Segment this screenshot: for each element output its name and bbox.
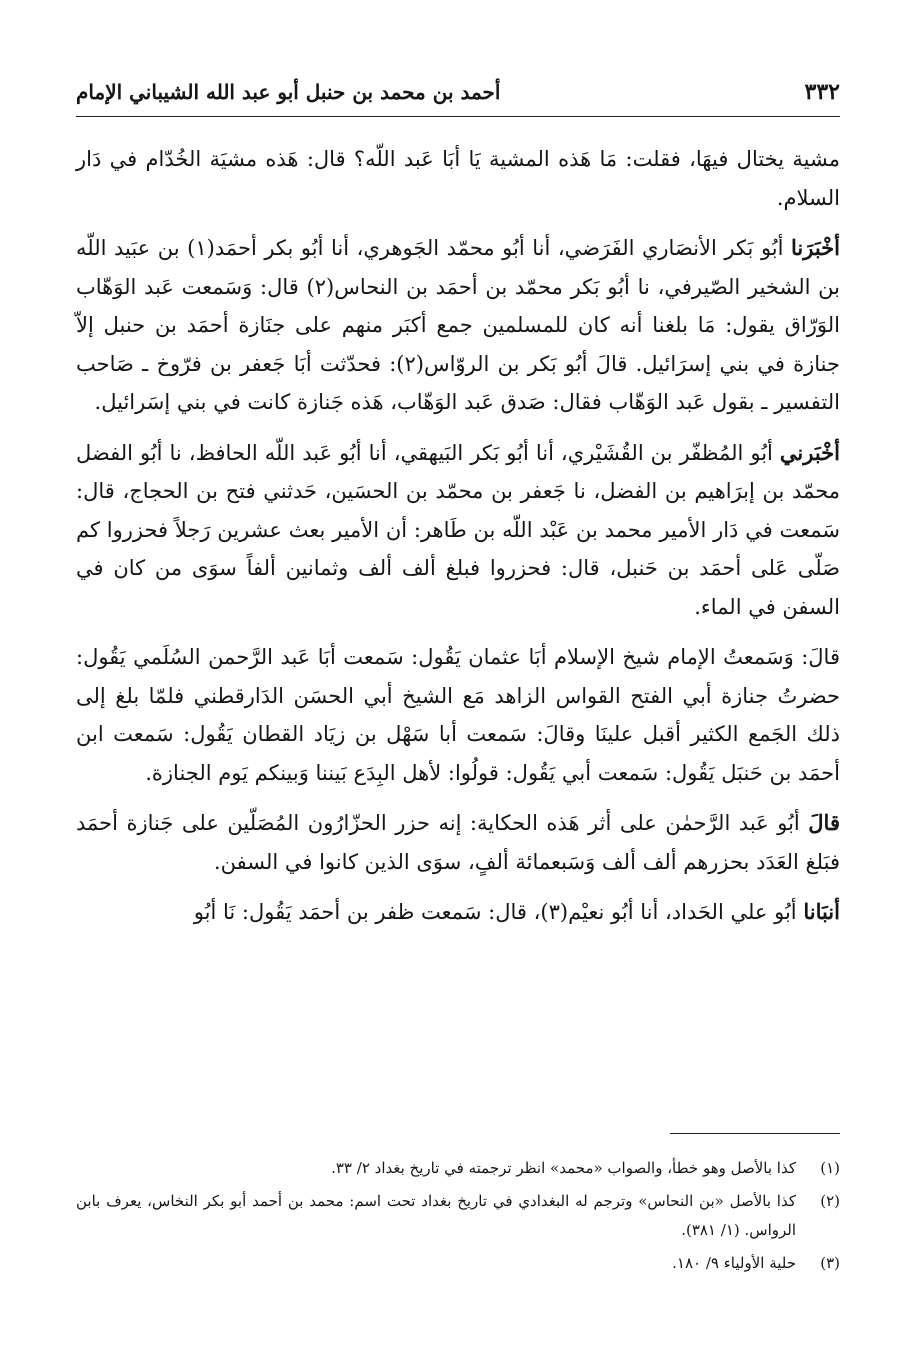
paragraph (76, 638, 840, 792)
footnote-text: كذا بالأصل وهو خطأ، والصواب «محمد» انظر ترجمته في تاريخ بغداد ٢/ ٣٣. (331, 1159, 796, 1177)
paragraph-text: أبُو المُظفّر بن القُشَيْري، أنا أبُو بَكر البَيهقي، أنا أبُو عَبد اللّه الحافظ، نا أبُو الفضل محمّد بن إبرَاهيم بن الفضل، نا جَعفر بن محمّد بن الحسَين، حَدثني فتح بن الحجاج، قال: سَمعت في دَار الأمير محمد بن عَبْد اللّه بن طَاهر: أن الأمير بعث عشرين رَجلاً فحزروا كم صَلّى عَلى أحمَد بن حَنبل، قال: فحزروا فبلغ ألف ألف وثمانين ألفاً سوَى من كان في السفن في الماء. (76, 440, 840, 619)
main-text (76, 140, 840, 944)
header-divider (76, 116, 840, 117)
page-number: ٣٣٢ (804, 79, 840, 105)
paragraph-text: قالَ: وَسَمعتُ الإمام شيخ الإسلام أبَا عثمان يَقُول: سَمعت أبَا عَبد الرَّحمن السُلَمي يَقُول: حضرتُ جنازة أبي الفتح القواس الزاهد مَع الشيخ أبي الحسَن الدَارقطني فلمّا بلغ إلى ذلك الجَمع الكثير أقبل علينَا وقالَ: سَمعت أبا سَهْل بن زيَاد القطان يَقُول: سَمعت ابن أحمَد بن حَنبَل يَقُول: سَمعت أبي يَقُول: قولُوا: لأهل البِدَع بَيننا وَبينكم يَوم الجنازة. (76, 645, 840, 785)
footnote (76, 1187, 840, 1245)
footnote-text: حلية الأولياء ٩/ ١٨٠. (672, 1254, 796, 1272)
running-title: أحمد بن محمد بن حنبل أبو عبد الله الشيباني الإمام (76, 80, 501, 104)
footnotes (76, 1154, 840, 1282)
paragraph-text: أبُو علي الحَداد، أنا أبُو نعيْم(٣)، قال: سَمعت ظفر بن أحمَد يَقُول: نَا أبُو (193, 900, 804, 924)
footnote-number: (٢) (820, 1192, 840, 1210)
footnote-number: (١) (820, 1159, 840, 1177)
paragraph (76, 893, 840, 932)
footnote (76, 1249, 840, 1278)
paragraph-text: مشية يختال فيهَا، فقلت: مَا هَذه المشية يَا أبَا عَبد اللّه؟ قال: هَذه مشيَة الخُدّام في دَار السلام. (76, 147, 840, 210)
footnote (76, 1154, 840, 1183)
paragraph-lead: أخْبَرني (779, 439, 840, 465)
paragraph-text: أبُو بَكر الأنصَاري الفَرَضي، أنا أبُو محمّد الجَوهري، أنا أبُو بكر أحمَد(١) بن عبَيد اللّه بن الشخير الصّيرفي، نا أبُو بَكر محمّد بن أحمَد بن النحاس(٢) قال: وَسَمعت عَبد الوَهّاب الوَرّاق يقول: مَا بلغنا أنه كان للمسلمين جمع أكبَر منهم على جنَازة أحمَد بن حنبل إلاّ جنازة في بني إسرَائيل. قالَ أبُو بَكر بن الروّاس(٢): فحدّثت أبَا جَعفر بن فرّوخ ـ صَاحب التفسير ـ بقول عَبد الوَهّاب فقال: صَدق عَبد الوَهّاب، هَذه جَنازة كانت في بني إسَرائيل. (76, 236, 840, 414)
paragraph-text: أبُو عَبد الرَّحمٰن على أثر هَذه الحكاية: إنه حزر الحزّارُون المُصَلّين على جَنازة أحمَد فبَلغ العَدَد بحزرهم ألف ألف وَسَبعمائة ألفٍ، سوَى الذين كانوا في السفن. (76, 811, 840, 874)
paragraph-lead: أنبَانا (803, 899, 840, 924)
paragraph (76, 804, 840, 881)
footnote-number: (٣) (820, 1254, 840, 1272)
paragraph (76, 140, 840, 217)
page-header (76, 72, 840, 112)
footnote-divider (670, 1133, 840, 1134)
paragraph-lead: أخْبَرَنا (791, 235, 840, 260)
paragraph-lead: قالَ (808, 810, 840, 835)
footnote-text: كذا بالأصل «بن النحاس» وترجم له البغدادي في تاريخ بغداد تحت اسم: محمد بن أحمد أبو بكر النخاس، يعرف بابن الرواس. (١/ ٣٨١). (76, 1192, 796, 1239)
paragraph (76, 434, 840, 627)
paragraph (76, 229, 840, 422)
